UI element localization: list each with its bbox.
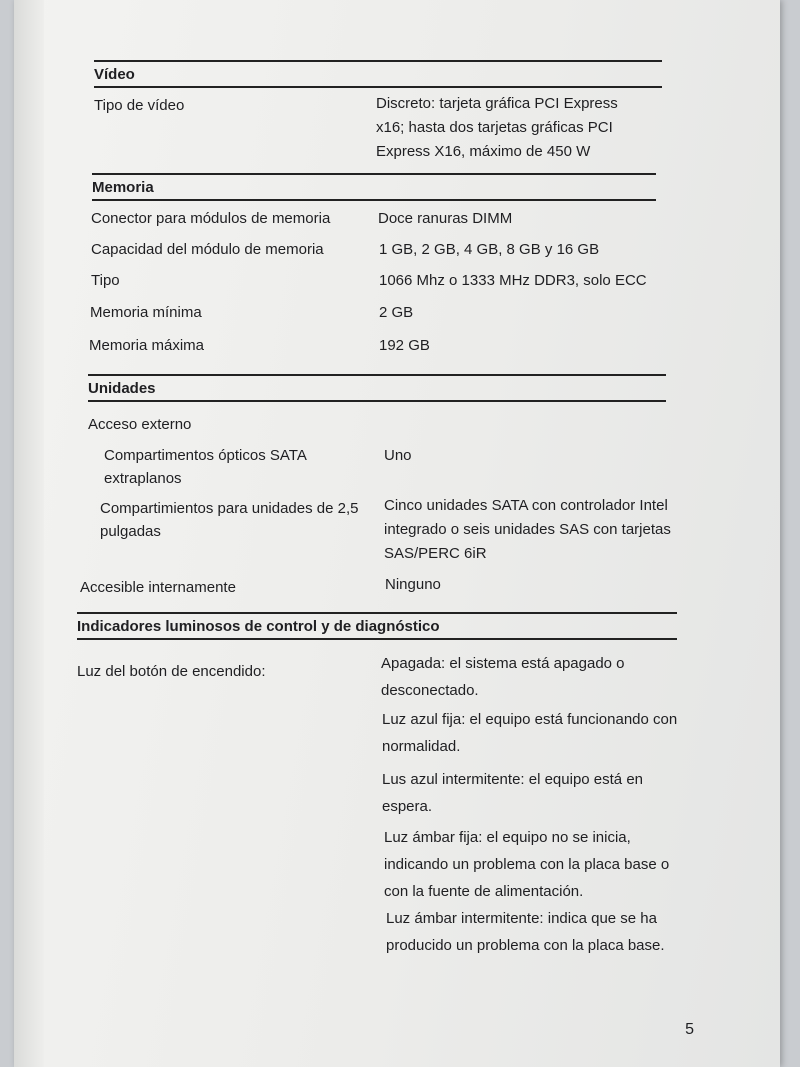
row-label-capacidad: Capacidad del módulo de memoria	[91, 241, 324, 258]
row-value-tipo-video: Discreto: tarjeta gráfica PCI Express x16; hasta dos tarjetas gráficas PCI Express X16, máximo de 450 W	[376, 95, 618, 160]
row-label-opticos: Compartimentos ópticos SATA extraplanos	[104, 447, 307, 487]
row-value-memoria-maxima: 192 GB	[379, 337, 430, 354]
row-label-tipo-video: Tipo de vídeo	[94, 97, 185, 114]
section-header-indicadores: Indicadores luminosos de control y de diagnóstico	[77, 612, 677, 640]
row-value-memoria-minima: 2 GB	[379, 304, 414, 321]
row-label-tipo: Tipo	[91, 272, 120, 289]
row-value-capacidad: 1 GB, 2 GB, 4 GB, 8 GB y 16 GB	[379, 241, 600, 258]
section-header-unidades: Unidades	[88, 374, 666, 402]
row-value-conector: Doce ranuras DIMM	[378, 210, 513, 227]
section-header-memoria: Memoria	[92, 173, 656, 201]
indicator-value-azul-intermitente: Lus azul intermitente: el equipo está en espera.	[382, 771, 643, 815]
row-value-compartimientos: Cinco unidades SATA con controlador Intel integrado o seis unidades SAS con tarjetas SAS/PERC 6iR	[384, 497, 671, 562]
indicator-value-ambar-intermitente: Luz ámbar intermitente: indica que se ha producido un problema con la placa base.	[386, 910, 665, 954]
row-label-conector: Conector para módulos de memoria	[91, 210, 331, 227]
row-label-memoria-minima: Memoria mínima	[90, 304, 202, 321]
row-label-luz-encendido: Luz del botón de encendido:	[77, 663, 266, 680]
section-header-video: Vídeo	[94, 60, 662, 88]
page-number: 5	[685, 1021, 694, 1038]
row-label-accesible-internamente: Accesible internamente	[80, 579, 236, 596]
acceso-externo-label: Acceso externo	[88, 416, 192, 433]
page-spine-shadow	[14, 0, 44, 1067]
row-label-memoria-maxima: Memoria máxima	[89, 337, 205, 354]
indicator-value-azul-fija: Luz azul fija: el equipo está funcionando con normalidad.	[382, 711, 678, 755]
row-value-tipo: 1066 Mhz o 1333 MHz DDR3, solo ECC	[379, 272, 647, 289]
row-label-compartimientos: Compartimientos para unidades de 2,5 pulgadas	[100, 500, 359, 540]
indicator-value-apagada: Apagada: el sistema está apagado o desconectado.	[381, 655, 625, 699]
row-value-accesible-internamente: Ninguno	[385, 576, 441, 593]
manual-page	[14, 0, 780, 1067]
row-value-opticos: Uno	[384, 447, 412, 464]
indicator-value-ambar-fija: Luz ámbar fija: el equipo no se inicia, indicando un problema con la placa base o con la fuente de alimentación.	[384, 829, 670, 900]
